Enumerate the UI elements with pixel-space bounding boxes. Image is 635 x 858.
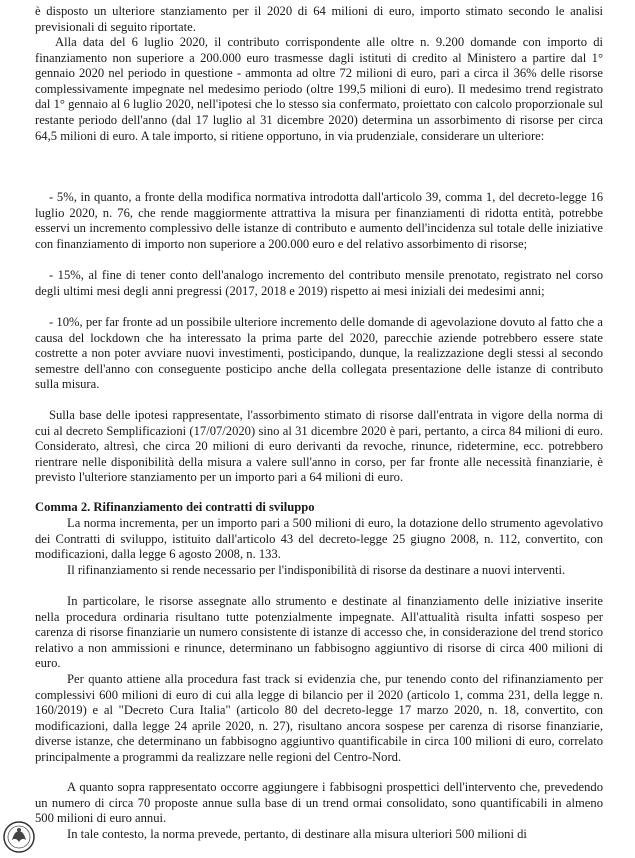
paragraph-intro: è disposto un ulteriore stanziamento per il 2020 di 64 milioni di euro, importo stimato secondo le analisi previsionali di seguito riportate.: [35, 4, 603, 34]
bullet-10-percent: - 10%, per far fronte ad un possibile ulteriore incremento delle domande di agevolazione dovuto al fatto che a causa del lockdown che ha interessato la prima parte del 2020, parecchie aziende potrebbero essere state costrette a non poter avviare nuovi investimenti, posticipando, dunque, la realizzazione degli stessi al secondo semestre dell'anno con conseguente posticipo anche della collegata presentazione delle istanze di contributo sulla misura.: [35, 315, 603, 392]
paragraph-assorbimento: Sulla base delle ipotesi rappresentate, l'assorbimento stimato di risorse dall'entrata in vigore della norma di cui al decreto Semplificazioni (17/07/2020) sino al 31 dicembre 2020 è pari, pertanto, a circa 84 milioni di euro. Considerato, altresì, che circa 20 milioni di euro derivanti da revoche, rinunce, ridetermine, ecc. potrebbero rientrare nelle disponibilità della misura a valere sull'anno in corso, per far fronte alle necessità finanziarie, è previsto l'ulteriore stanziamento per un importo pari a 64 milioni di euro.: [35, 408, 603, 485]
paragraph-in-particolare: In particolare, le risorse assegnate allo strumento e destinate al finanziamento delle iniziative inserite nella procedura ordinaria risultano tutte potenzialmente impegnate. All'attualità risulta infatti sospeso per carenza di risorse finanziarie un numero consistente di istanze di accesso che, in considerazione del trend storico relativo a non ammissioni e rinunce, determinano un fabbisogno aggiuntivo di risorse di circa 400 milioni di euro.: [35, 594, 603, 671]
official-stamp-icon: [2, 820, 36, 854]
paragraph-fabbisogni: A quanto sopra rappresentato occorre aggiungere i fabbisogni prospettici dell'intervento che, prevedendo un numero di circa 70 proposte annue sulla base di un trend ormai consolidato, sono quantificabili in almeno 500 milioni di euro annui.: [35, 780, 603, 826]
section-heading-comma-2: Comma 2. Rifinanziamento dei contratti di sviluppo: [35, 500, 315, 514]
paragraph-contesto: In tale contesto, la norma prevede, pertanto, di destinare alla misura ulteriori 500 milioni di: [67, 827, 527, 841]
paragraph-data-6-luglio: Alla data del 6 luglio 2020, il contributo corrispondente alle oltre n. 9.200 domande con importo di finanziamento non superiore a 200.000 euro trasmesse dagli istituti di credito al Ministero a partire dal 1° gennaio 2020 nel periodo in questione - ammonta ad oltre 72 milioni di euro, pari a circa il 36% delle risorse complessivamente impegnate nel medesimo periodo (oltre 199,5 milioni di euro). Il medesimo trend registrato dal 1° gennaio al 6 luglio 2020, nell'ipotesi che lo stesso sia confermato, proiettato con calcolo proporzionale sul restante periodo dell'anno (dal 17 luglio al 31 dicembre 2020) determina un assorbimento di risorse per circa 64,5 milioni di euro. A tale importo, si ritiene opportuno, in via prudenziale, considerare un ulteriore:: [35, 35, 603, 143]
bullet-5-percent: - 5%, in quanto, a fronte della modifica normativa introdotta dall'articolo 39, comma 1, del decreto-legge 16 luglio 2020, n. 76, che rende maggiormente attrattiva la misura per finanziamenti di ridotta entità, potrebbe esservi un incremento complessivo delle istanze di contributo e aumento dell'incidenza sul totale delle iniziative con finanziamento di importo non superiore a 200.000 euro e del relativo assorbimento di risorse;: [35, 190, 603, 251]
bullet-15-percent: - 15%, al fine di tener conto dell'analogo incremento del contributo mensile prenotato, registrato nel corso degli ultimi mesi degli anni pregressi (2017, 2018 e 2019) rispetto ai mesi iniziali dei medesimi anni;: [35, 268, 603, 298]
paragraph-norma-incrementa: La norma incrementa, per un importo pari a 500 milioni di euro, la dotazione dello strumento agevolativo dei Contratti di sviluppo, istituito dall'articolo 43 del decreto-legge 25 giugno 2008, n. 112, convertito, con modificazioni, dalla legge 6 agosto 2008, n. 133.: [35, 516, 603, 562]
paragraph-rifinanziamento: Il rifinanziamento si rende necessario per l'indisponibilità di risorse da destinare a nuovi interventi.: [67, 563, 566, 577]
paragraph-fast-track: Per quanto attiene alla procedura fast track si evidenzia che, pur tenendo conto del rifinanziamento per complessivi 600 milioni di euro di cui alla legge di bilancio per il 2020 (articolo 1, comma 231, della legge n. 160/2019) e al "Decreto Cura Italia" (articolo 80 del decreto-legge 17 marzo 2020, n. 18, convertito, con modificazioni, dalla legge 24 aprile 2020, n. 27), risultano ancora sospese per carenza di risorse finanziarie, diverse istanze, che determinano un fabbisogno aggiuntivo quantificabile in circa 100 milioni di euro, correlato principalmente a programmi da realizzare nelle regioni del Centro-Nord.: [35, 672, 603, 764]
